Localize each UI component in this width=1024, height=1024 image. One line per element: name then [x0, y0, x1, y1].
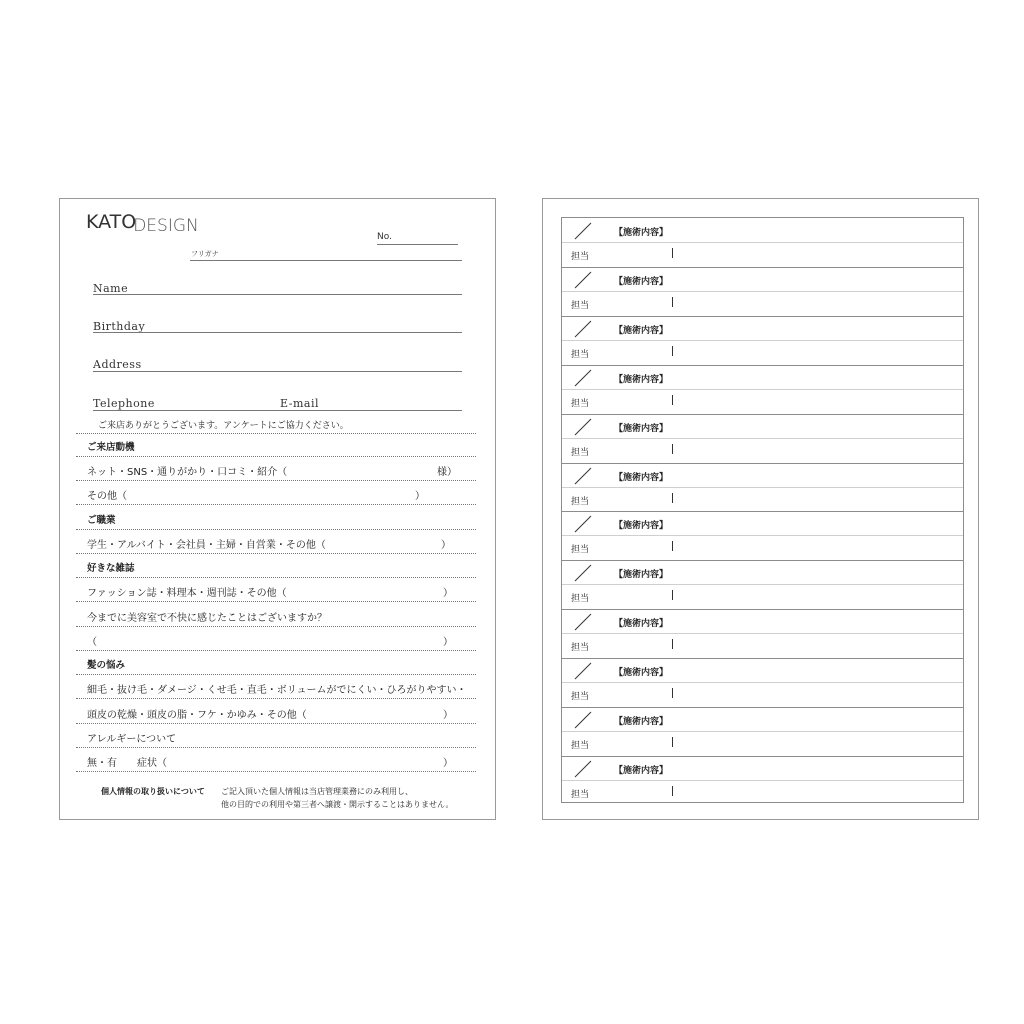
- birthday-field[interactable]: [93, 332, 462, 333]
- row-divider: [562, 707, 963, 708]
- address-field[interactable]: [93, 371, 462, 372]
- staff-label: 担当: [571, 349, 590, 360]
- divider: [76, 577, 476, 578]
- survey-hair-options2: 頭皮の乾燥・頭皮の脂・フケ・かゆみ・その他（: [87, 710, 307, 721]
- divider: [76, 723, 476, 724]
- row-mid-divider: [562, 682, 963, 683]
- treatment-row: [562, 511, 963, 559]
- staff-label: 担当: [571, 496, 590, 507]
- survey-magazine-options: ファッション誌・料理本・週刊誌・その他（: [87, 588, 287, 599]
- date-slash-icon: [574, 222, 592, 240]
- staff-separator: [672, 493, 673, 503]
- telephone-label: Telephone: [93, 397, 155, 410]
- survey-discomfort-ans-close: ）: [443, 637, 453, 648]
- row-divider: [562, 609, 963, 610]
- survey-answer-field[interactable]: [140, 534, 141, 535]
- date-slash-icon: [574, 320, 592, 338]
- birthday-label: Birthday: [93, 320, 146, 333]
- logo: [86, 211, 199, 236]
- survey-hair-options1: 細毛・抜け毛・ダメージ・くせ毛・直毛・ボリュームがでにくい・ひろがりやすい・: [87, 685, 467, 696]
- back-card: [542, 198, 979, 820]
- survey-hair-title: 髪の悩み: [87, 660, 126, 671]
- row-mid-divider: [562, 242, 963, 243]
- staff-label: 担当: [571, 692, 590, 703]
- privacy-title: 個人情報の取り扱いについて: [101, 787, 205, 796]
- staff-separator: [672, 346, 673, 356]
- divider: [76, 626, 476, 627]
- row-mid-divider: [562, 633, 963, 634]
- divider: [76, 771, 476, 772]
- staff-separator: [672, 395, 673, 405]
- staff-separator: [672, 786, 673, 796]
- survey-reason-other: その他（: [87, 491, 127, 502]
- divider: [76, 433, 476, 434]
- logo-design: DESIGN: [133, 216, 199, 236]
- furigana-label: フリガナ: [191, 250, 219, 258]
- divider: [76, 747, 476, 748]
- row-divider: [562, 463, 963, 464]
- treatment-content-label: 【施術内容】: [614, 765, 669, 776]
- staff-separator: [672, 590, 673, 600]
- date-slash-icon: [574, 662, 592, 680]
- treatment-row: [562, 560, 963, 608]
- survey-allergy-options-close: ）: [443, 758, 453, 769]
- treatment-row: [562, 267, 963, 315]
- row-divider: [562, 316, 963, 317]
- name-field[interactable]: [93, 294, 462, 295]
- treatment-content-label: 【施術内容】: [614, 276, 669, 287]
- survey-reason-options-close: 様）: [437, 467, 457, 478]
- survey-discomfort-ans: （: [87, 637, 97, 648]
- treatment-record-sheet: [561, 217, 964, 803]
- staff-separator: [672, 639, 673, 649]
- treatment-content-label: 【施術内容】: [614, 668, 669, 679]
- treatment-content-label: 【施術内容】: [614, 423, 669, 434]
- row-mid-divider: [562, 438, 963, 439]
- row-divider: [562, 267, 963, 268]
- row-divider: [562, 365, 963, 366]
- survey-reason-title: ご来店動機: [87, 442, 135, 453]
- survey-answer-field[interactable]: [140, 582, 141, 583]
- staff-label: 担当: [571, 398, 590, 409]
- survey-answer-field[interactable]: [140, 461, 141, 462]
- staff-label: 担当: [571, 447, 590, 458]
- survey-reason-other-close: ）: [415, 491, 425, 502]
- treatment-content-label: 【施術内容】: [614, 374, 669, 385]
- staff-label: 担当: [571, 252, 590, 262]
- survey-job-options-close: ）: [441, 540, 451, 551]
- divider: [76, 480, 476, 481]
- survey-job-title: ご職業: [87, 515, 116, 526]
- row-mid-divider: [562, 584, 963, 585]
- staff-label: 担当: [571, 741, 590, 751]
- staff-separator: [672, 688, 673, 698]
- survey-answer-field[interactable]: [140, 752, 141, 753]
- divider: [76, 650, 476, 651]
- front-card: [59, 198, 496, 820]
- survey-hair-options2-close: ）: [443, 710, 453, 721]
- divider: [76, 698, 476, 699]
- name-label: Name: [93, 282, 129, 295]
- survey-answer-field[interactable]: [140, 485, 141, 486]
- treatment-row: [562, 463, 963, 511]
- divider: [76, 674, 476, 675]
- privacy-line1: ご記入頂いた個人情報は当店管理業務にのみ利用し、: [221, 787, 413, 796]
- divider: [76, 553, 476, 554]
- date-slash-icon: [574, 369, 592, 387]
- date-slash-icon: [574, 711, 592, 729]
- divider: [76, 504, 476, 505]
- treatment-content-label: 【施術内容】: [614, 325, 669, 336]
- date-slash-icon: [574, 564, 592, 582]
- survey-answer-field[interactable]: [140, 631, 141, 632]
- treatment-row: [562, 707, 963, 755]
- divider: [76, 456, 476, 457]
- staff-separator: [672, 541, 673, 551]
- staff-label: 担当: [571, 643, 590, 654]
- privacy-line2: 他の目的での利用や第三者へ譲渡・開示することはありません。: [221, 800, 454, 809]
- staff-separator: [672, 297, 673, 307]
- survey-magazine-title: 好きな雑誌: [87, 563, 135, 574]
- survey-answer-field[interactable]: [140, 704, 141, 705]
- staff-separator: [672, 248, 673, 258]
- date-slash-icon: [574, 271, 592, 289]
- furigana-field[interactable]: [190, 260, 462, 261]
- row-divider: [562, 511, 963, 512]
- treatment-row: [562, 414, 963, 462]
- treatment-content-label: 【施術内容】: [614, 472, 669, 483]
- treatment-row: [562, 609, 963, 657]
- treatment-content-label: 【施術内容】: [614, 228, 669, 238]
- survey-job-options: 学生・アルバイト・会社員・主婦・自営業・その他（: [87, 540, 326, 551]
- treatment-row: [562, 218, 963, 266]
- treatment-content-label: 【施術内容】: [614, 619, 669, 630]
- row-divider: [562, 560, 963, 561]
- survey-reason-options: ネット・SNS・通りがかり・口コミ・紹介（: [87, 467, 288, 478]
- row-mid-divider: [562, 487, 963, 488]
- row-mid-divider: [562, 340, 963, 341]
- treatment-row: [562, 756, 963, 804]
- logo-kato: KATO: [86, 211, 137, 233]
- greeting-text: ご来店ありがとうございます。アンケートにご協力ください。: [98, 421, 349, 431]
- treatment-row: [562, 316, 963, 364]
- row-divider: [562, 658, 963, 659]
- no-label: No.: [377, 232, 392, 242]
- email-label: E-mail: [280, 397, 319, 410]
- row-mid-divider: [562, 535, 963, 536]
- staff-separator: [672, 444, 673, 454]
- date-slash-icon: [574, 613, 592, 631]
- treatment-row: [562, 365, 963, 413]
- survey-allergy-options: 無・有 症状（: [87, 758, 167, 769]
- staff-label: 担当: [571, 789, 590, 800]
- row-mid-divider: [562, 291, 963, 292]
- row-divider: [562, 756, 963, 757]
- divider: [76, 529, 476, 530]
- treatment-content-label: 【施術内容】: [614, 570, 669, 581]
- staff-label: 担当: [571, 300, 590, 311]
- staff-separator: [672, 737, 673, 747]
- survey-discomfort-q: 今までに美容室で不快に感じたことはございますか？: [87, 613, 327, 624]
- date-slash-icon: [574, 760, 592, 778]
- contact-field[interactable]: [93, 410, 462, 411]
- divider: [76, 601, 476, 602]
- row-mid-divider: [562, 731, 963, 732]
- treatment-content-label: 【施術内容】: [614, 521, 669, 532]
- row-mid-divider: [562, 389, 963, 390]
- row-mid-divider: [562, 780, 963, 781]
- date-slash-icon: [574, 418, 592, 436]
- date-slash-icon: [574, 515, 592, 533]
- date-slash-icon: [574, 467, 592, 485]
- address-label: Address: [93, 358, 142, 371]
- no-field[interactable]: [377, 244, 458, 245]
- staff-label: 担当: [571, 545, 590, 556]
- survey-magazine-options-close: ）: [443, 588, 453, 599]
- row-divider: [562, 414, 963, 415]
- treatment-row: [562, 658, 963, 706]
- treatment-content-label: 【施術内容】: [614, 717, 669, 727]
- survey-allergy-title: アレルギーについて: [87, 734, 177, 745]
- staff-label: 担当: [571, 594, 590, 605]
